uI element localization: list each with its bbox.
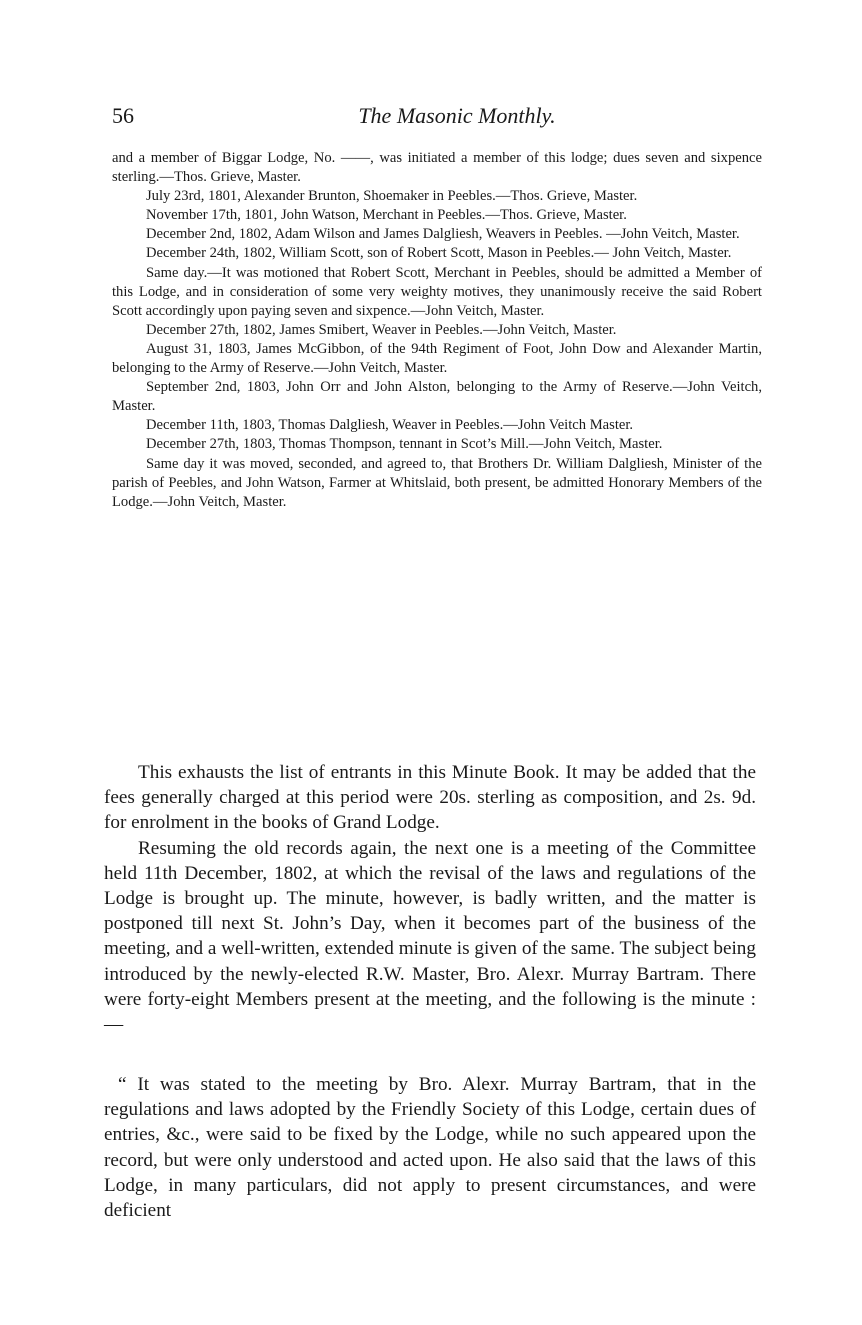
body-paragraph: Resuming the old records again, the next one is a meeting of the Committee held 11th December, 1802, at which the revisal of the laws and regulations of the Lodge is brought up. The minute, however, is badly written, and the matter is postponed till next St. John’s Day, when it becomes part of the business of the meeting, and a well-written, extended minute is given of the same. The subject being introduced by the newly-elected R.W. Master, Bro. Alexr. Murray Bartram. There were forty-eight Members present at the meeting, and the following is the minute :— (104, 837, 756, 1036)
quoted-minute (104, 1072, 756, 1223)
minute-entry: July 23rd, 1801, Alexander Brunton, Shoemaker in Peebles.—Thos. Grieve, Master. (146, 188, 638, 205)
minute-entry: Same day.—It was motioned that Robert Scott, Merchant in Peebles, should be admitted a Member of this Lodge, and in consideration of some very weighty motives, they unanimously receive the said Robert Scott accordingly upon paying seven and sixpence.—John Veitch, Master. (112, 264, 762, 319)
body-paragraph: This exhausts the list of entrants in this Minute Book. It may be added that the fees generally charged at this period were 20s. sterling as composition, and 2s. 9d. for enrolment in the books of Grand Lodge. (104, 762, 756, 834)
minute-entry: Same day it was moved, seconded, and agreed to, that Brothers Dr. William Dalgliesh, Minister of the parish of Peebles, and John Watson, Farmer at Whitslaid, both present, be admitted Honorary Members of the Lodge.—John Veitch, Master. (112, 455, 762, 510)
minute-entry: December 2nd, 1802, Adam Wilson and James Dalgliesh, Weavers in Peebles. —John Veitch, Master. (146, 226, 740, 243)
body-text (104, 760, 756, 1037)
minute-entry: December 27th, 1802, James Smibert, Weaver in Peebles.—John Veitch, Master. (146, 321, 617, 338)
minute-book-entries (112, 149, 762, 512)
minute-entry: and a member of Biggar Lodge, No. ——, was initiated a member of this lodge; dues seven and sixpence sterling.—Thos. Grieve, Master. (112, 150, 762, 186)
minute-entry: December 24th, 1802, William Scott, son of Robert Scott, Mason in Peebles.— John Veitch, Master. (146, 245, 732, 262)
minute-entry: November 17th, 1801, John Watson, Merchant in Peebles.—Thos. Grieve, Master. (146, 207, 627, 224)
minute-entry: August 31, 1803, James McGibbon, of the 94th Regiment of Foot, John Dow and Alexander Martin, belonging to the Army of Reserve.—John Veitch, Master. (112, 340, 762, 377)
minute-entry: December 27th, 1803, Thomas Thompson, tennant in Scot’s Mill.—John Veitch, Master. (146, 436, 663, 453)
quote-paragraph: “ It was stated to the meeting by Bro. Alexr. Murray Bartram, that in the regulations and laws adopted by the Friendly Society of this Lodge, certain dues of entries, &c., were said to be fixed by the Lodge, while no such appeared upon the record, but were only understood and acted upon. He also said that the laws of this Lodge, in many particulars, did not apply to present circumstances, and were deficient (104, 1074, 756, 1222)
journal-title: The Masonic Monthly. (358, 103, 556, 128)
running-head (112, 103, 762, 133)
page-number: 56 (112, 103, 134, 128)
minute-entry: September 2nd, 1803, John Orr and John Alston, belonging to the Army of Reserve.—John Veitch, Master. (112, 379, 762, 415)
minute-entry: December 11th, 1803, Thomas Dalgliesh, Weaver in Peebles.—John Veitch Master. (146, 417, 634, 434)
